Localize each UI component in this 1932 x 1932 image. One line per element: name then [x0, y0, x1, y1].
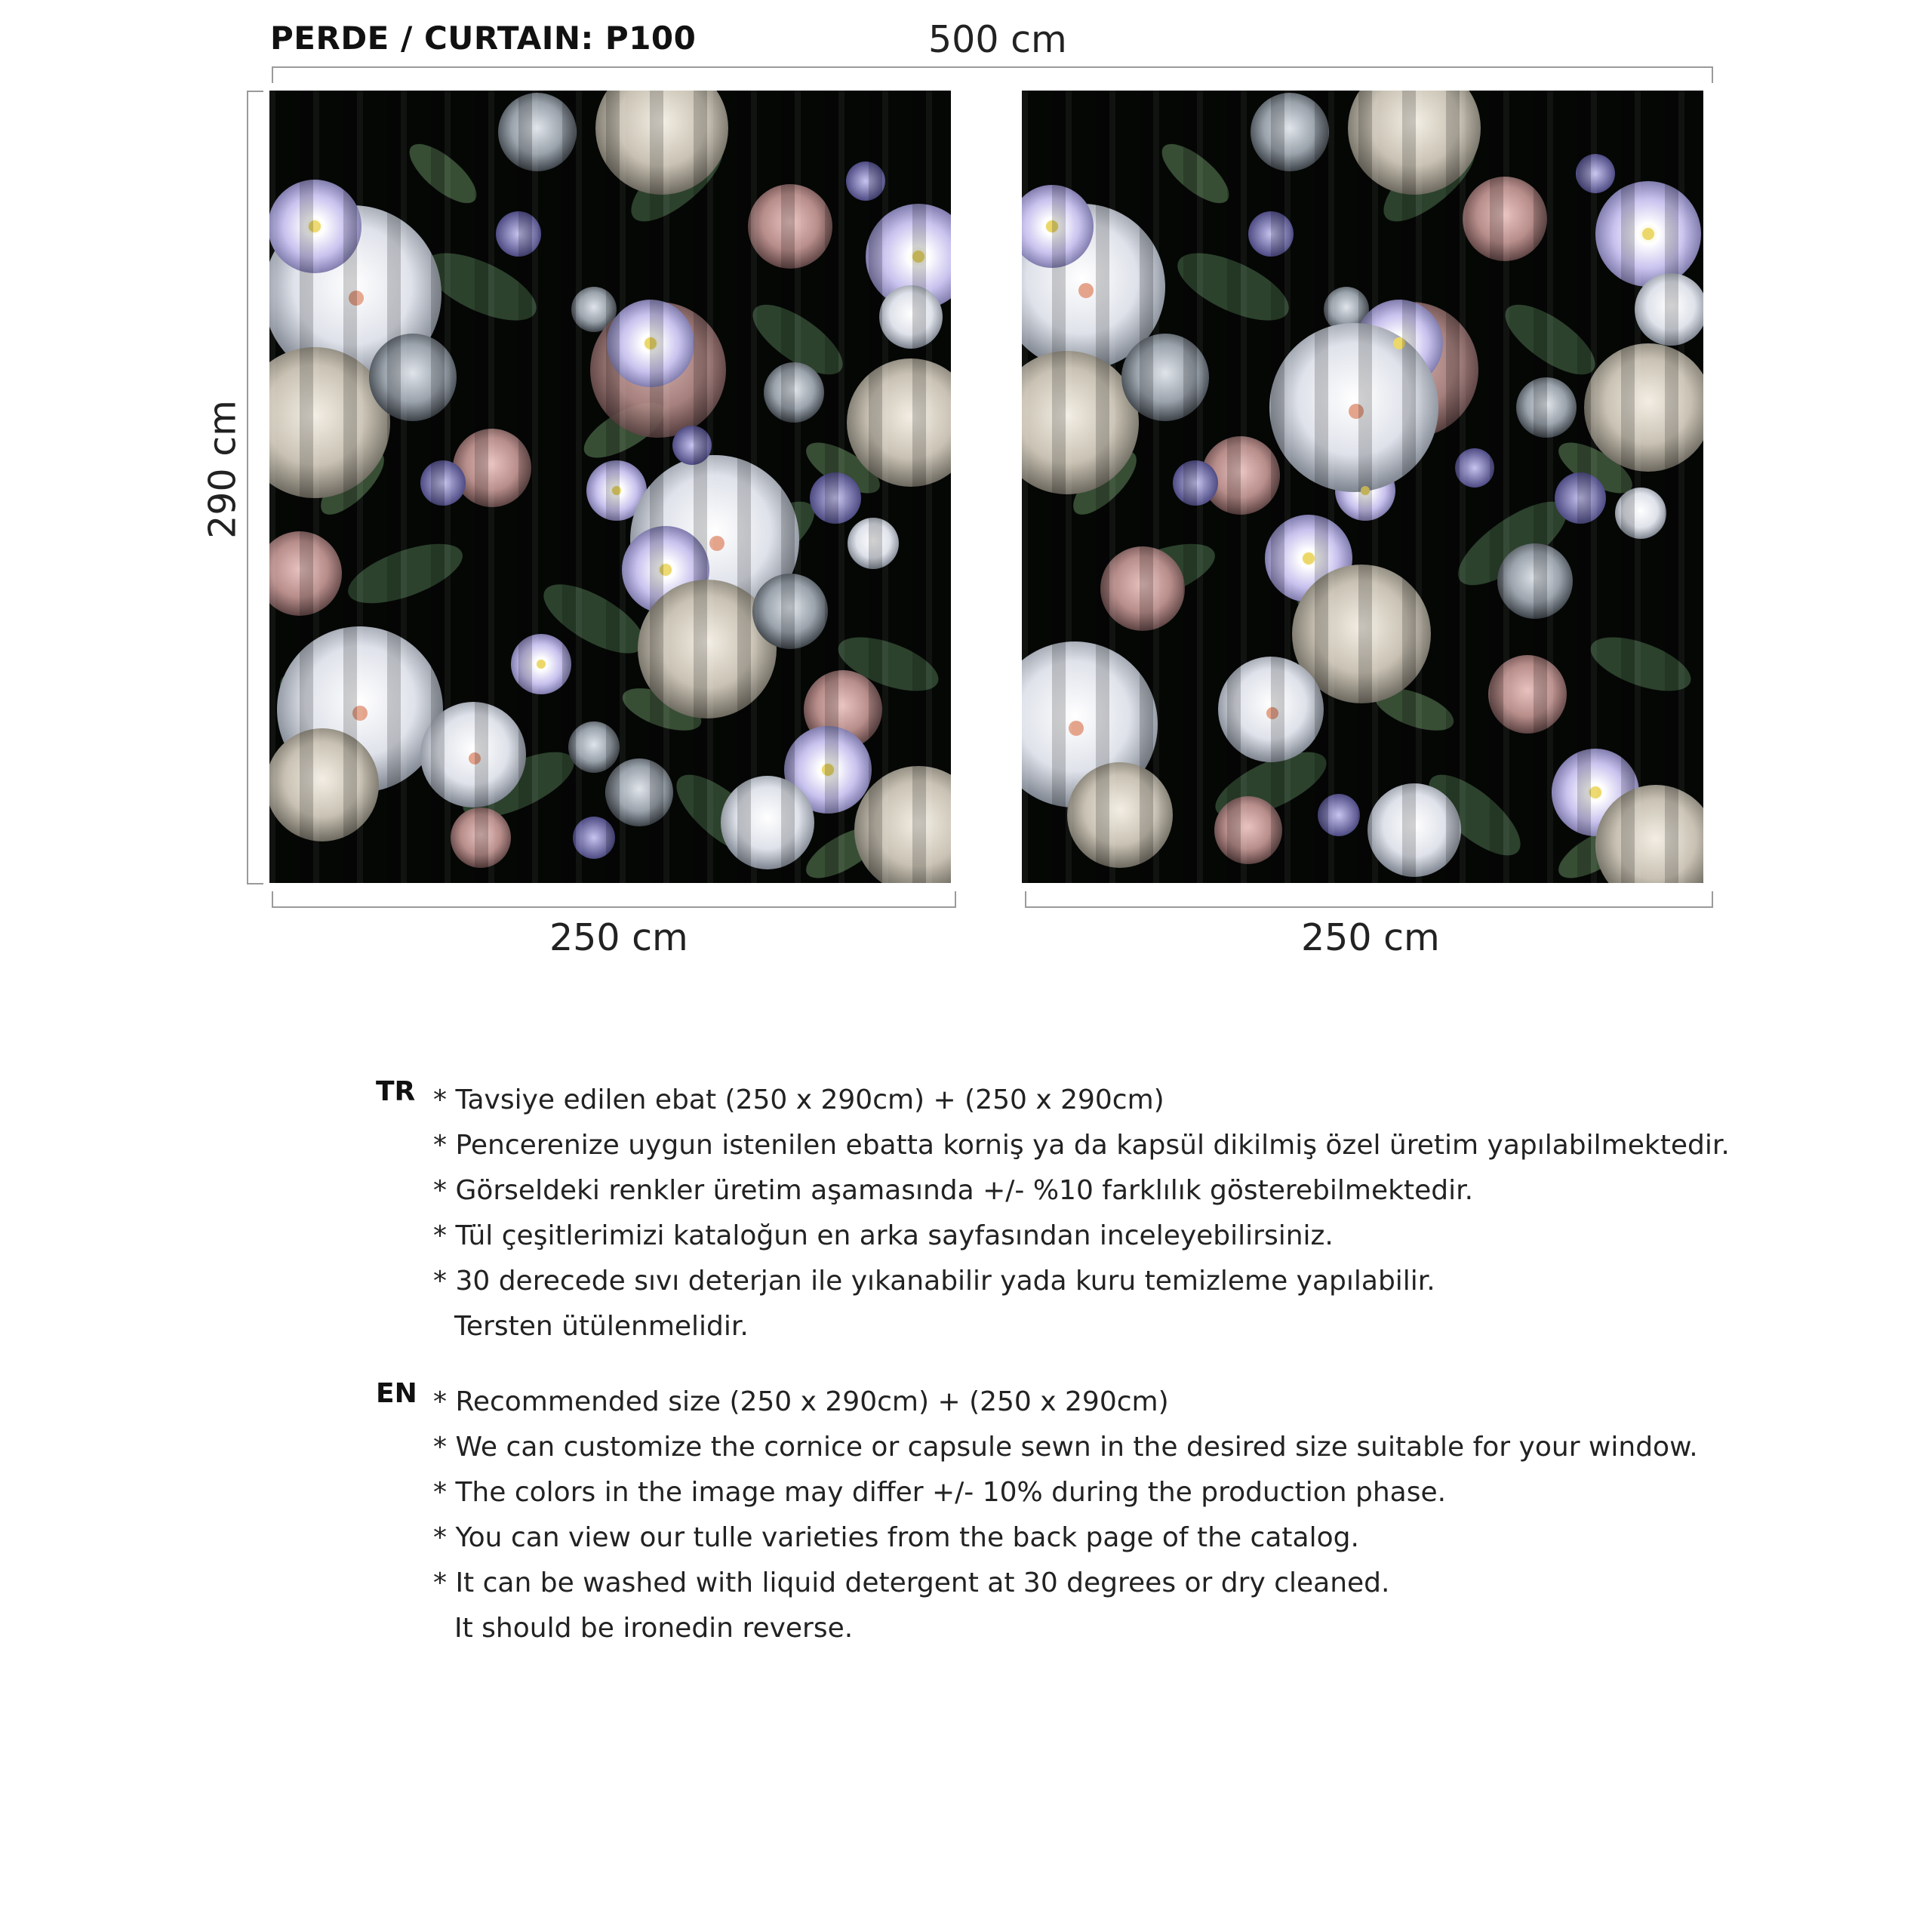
note-en-line: * Recommended size (250 x 290cm) + (250 x 290cm) — [433, 1386, 1169, 1417]
note-en-line: * You can view our tulle varieties from the back page of the catalog. — [433, 1522, 1359, 1553]
note-tr-line: Tersten ütülenmelidir. — [454, 1311, 749, 1342]
height-line — [247, 91, 248, 884]
total-width-line — [272, 66, 1713, 68]
floral-pattern — [1022, 91, 1703, 883]
height-label: 290 cm — [201, 400, 245, 539]
floral-pattern — [269, 91, 951, 883]
curtain-panel-left — [269, 91, 951, 883]
note-tr-line: * Pencerenize uygun istenilen ebatta korniş ya da kapsül dikilmiş özel üretim yapılabilmektedir. — [433, 1130, 1730, 1161]
curtain-panel-right — [1022, 91, 1703, 883]
product-title: PERDE / CURTAIN: P100 — [270, 20, 697, 57]
total-width-label: 500 cm — [928, 18, 1067, 61]
left-width-line — [272, 906, 956, 908]
right-width-label: 250 cm — [1301, 916, 1440, 959]
note-en-line: It should be ironedin reverse. — [454, 1613, 854, 1644]
left-width-label: 250 cm — [549, 916, 688, 959]
note-en-line: * The colors in the image may differ +/- 10% during the production phase. — [433, 1477, 1447, 1508]
right-width-line — [1025, 906, 1713, 908]
lang-code-en: EN — [376, 1378, 417, 1409]
note-tr-line: * 30 derecede sıvı deterjan ile yıkanabilir yada kuru temizleme yapılabilir. — [433, 1266, 1435, 1297]
note-en-line: * It can be washed with liquid detergent at 30 degrees or dry cleaned. — [433, 1567, 1390, 1598]
lang-code-tr: TR — [376, 1076, 416, 1107]
note-tr-line: * Tavsiye edilen ebat (250 x 290cm) + (250 x 290cm) — [433, 1084, 1164, 1115]
note-tr-line: * Tül çeşitlerimizi kataloğun en arka sayfasından inceleyebilirsiniz. — [433, 1220, 1334, 1251]
note-en-line: * We can customize the cornice or capsule sewn in the desired size suitable for your window. — [433, 1432, 1698, 1463]
note-tr-line: * Görseldeki renkler üretim aşamasında +/- %10 farklılık gösterebilmektedir. — [433, 1175, 1474, 1206]
